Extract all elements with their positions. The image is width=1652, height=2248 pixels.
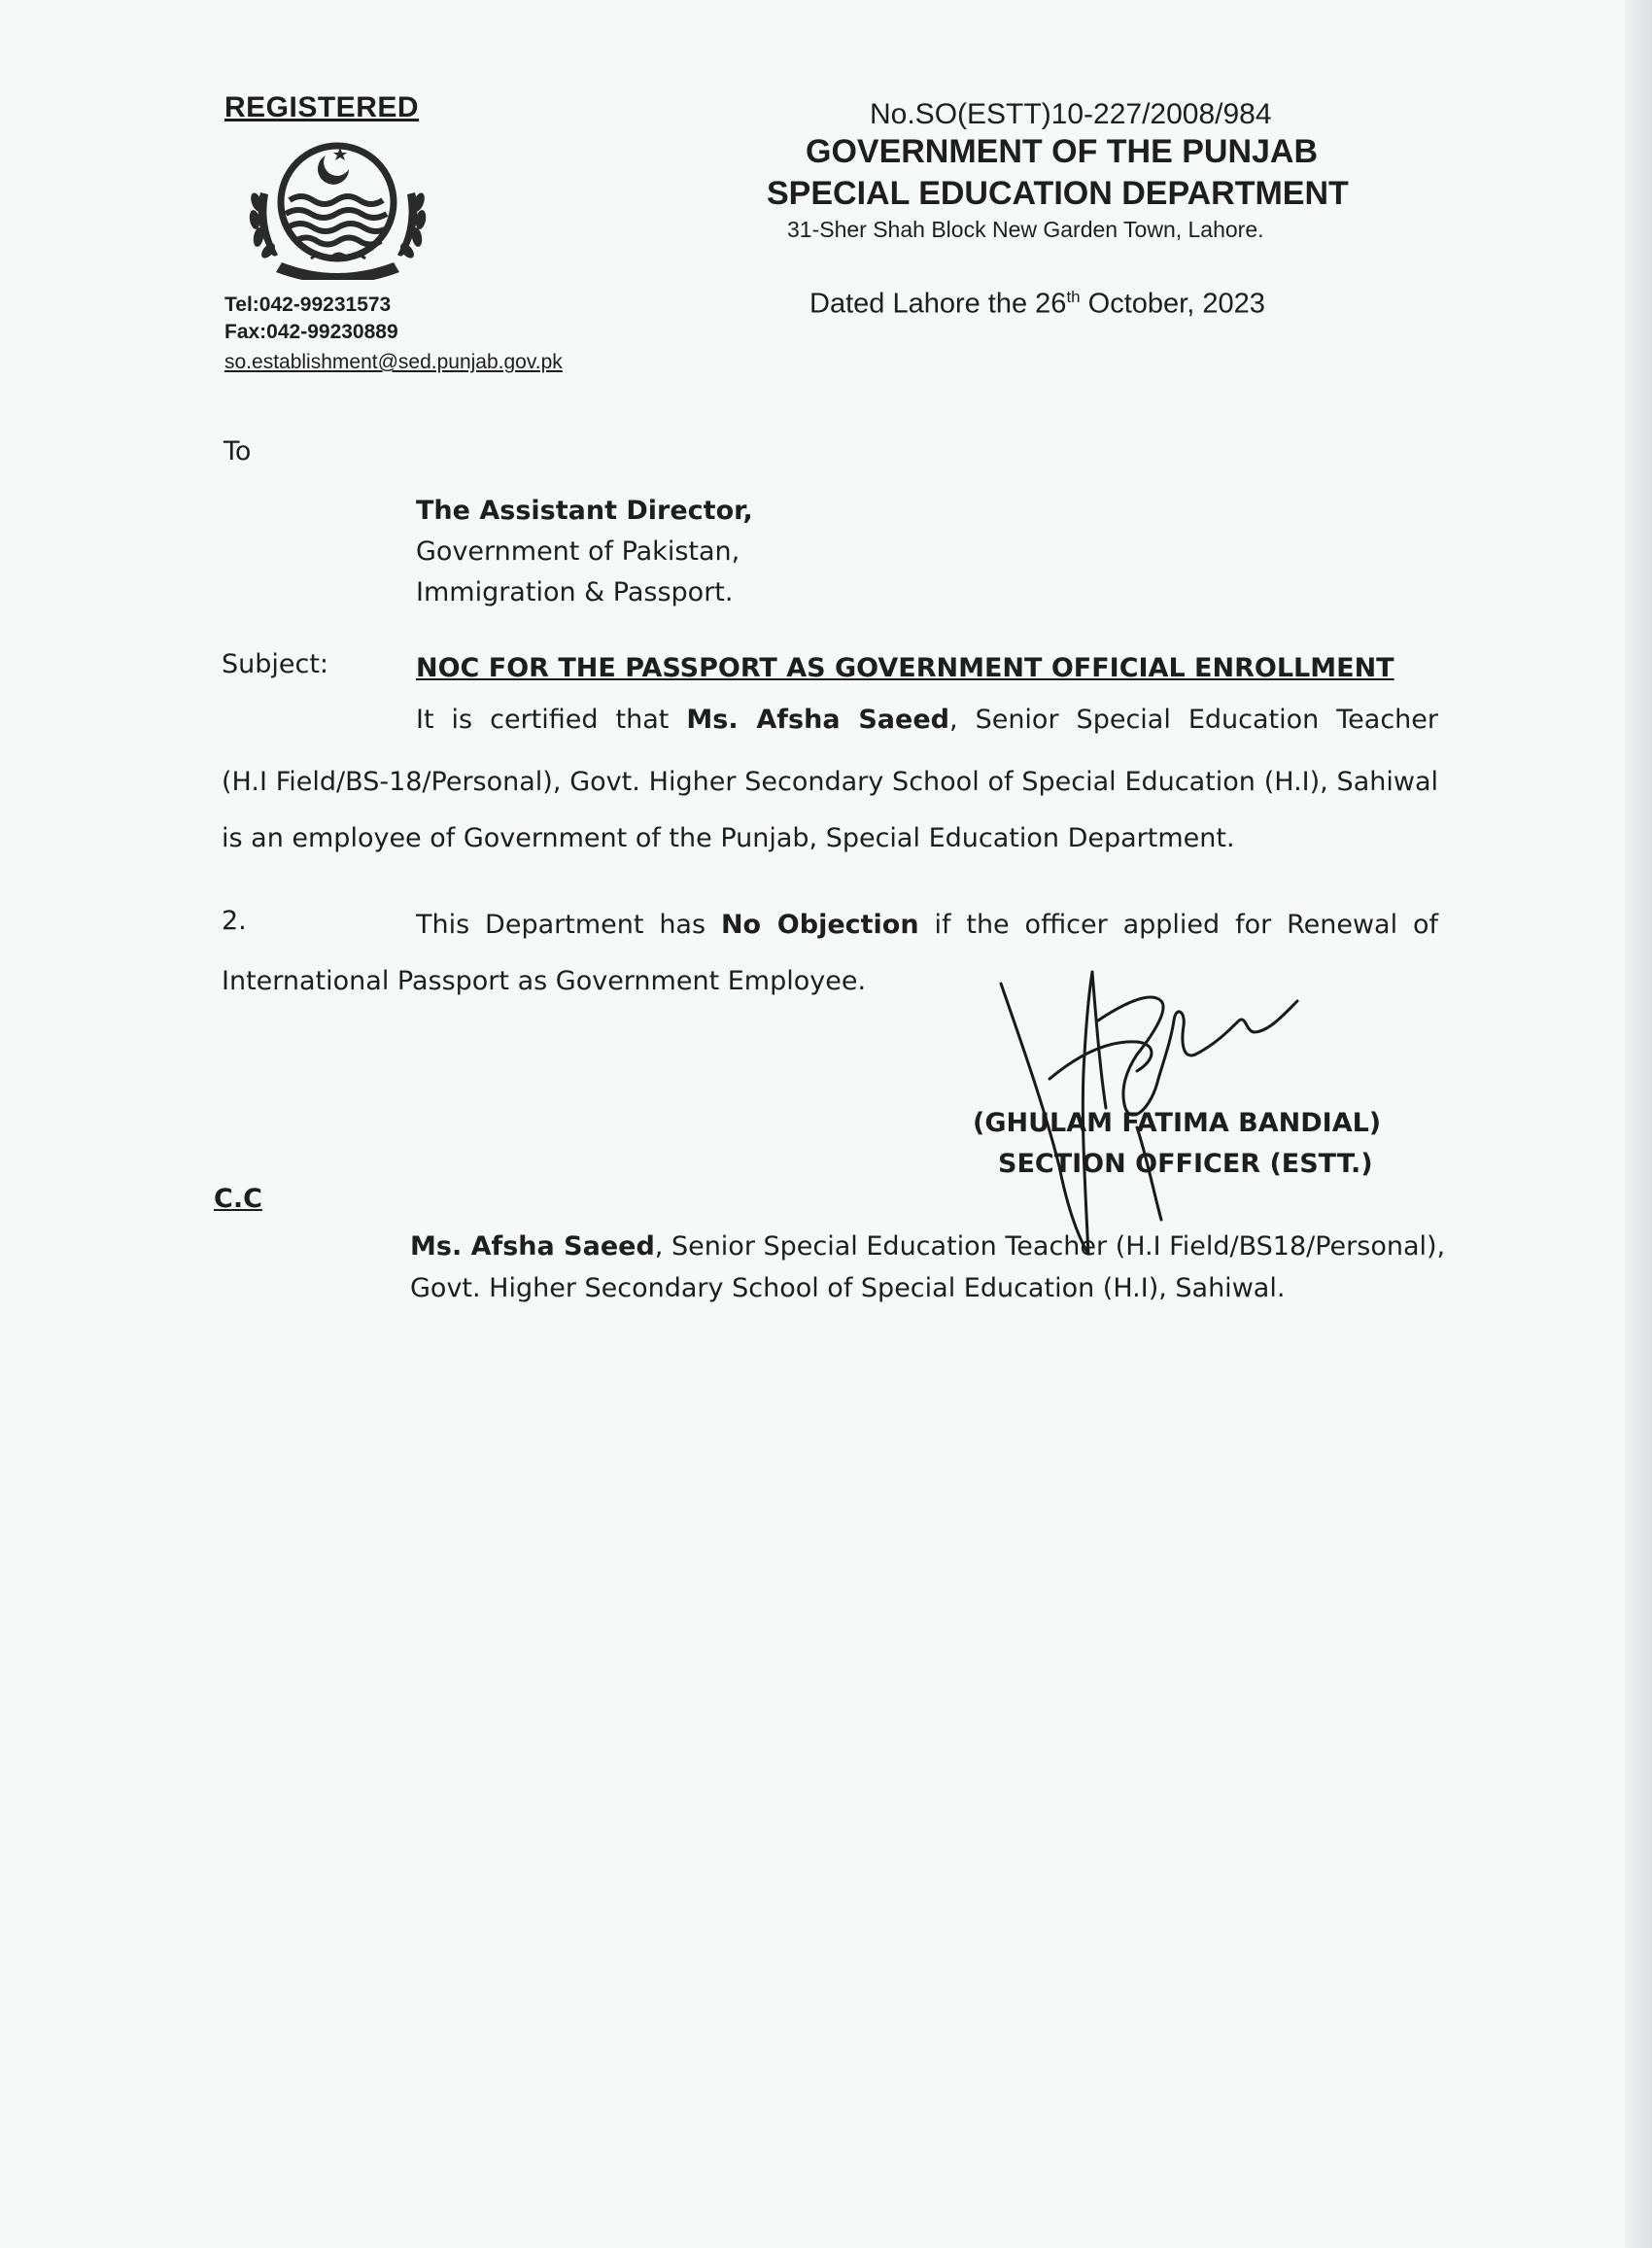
cc-line2: Govt. Higher Secondary School of Special Education (H.I), Sahiwal. [410, 1273, 1286, 1303]
cc-label: C.C [214, 1184, 262, 1214]
paragraph1-line1 [416, 705, 1438, 735]
contact-email-link[interactable]: so.establishment@sed.punjab.gov.pk [224, 351, 563, 373]
recipient-department: Immigration & Passport. [416, 577, 734, 607]
cc-line1-rest: , Senior Special Education Teacher (H.I Field/BS18/Personal), [654, 1231, 1446, 1262]
reference-number: No.SO(ESTT)10-227/2008/984 [870, 98, 1272, 130]
paragraph1-line3: is an employee of Government of the Punjab, Special Education Department. [222, 823, 1235, 853]
paragraph2-bold: No Objection [720, 910, 919, 940]
paragraph2-pre: This Department has [416, 910, 721, 940]
department-address: 31-Sher Shah Block New Garden Town, Lahore. [787, 217, 1264, 242]
paragraph1-line2: (H.I Field/BS-18/Personal), Govt. Higher Secondary School of Special Education (H.I), Sahiwal [222, 767, 1438, 797]
dated-superscript: th [1066, 288, 1081, 306]
paragraph2-line2: International Passport as Government Employee. [222, 966, 867, 996]
registered-label: REGISTERED [224, 91, 420, 123]
paragraph2-number: 2. [222, 906, 247, 936]
paragraph1-post: , Senior Special Education Teacher [948, 705, 1438, 735]
subject-text: NOC FOR THE PASSPORT AS GOVERNMENT OFFICIAL ENROLLMENT [416, 653, 1394, 683]
punjab-government-emblem-icon [243, 134, 432, 280]
paragraph1-name: Ms. Afsha Saeed [686, 705, 949, 735]
dated-suffix: October, 2023 [1080, 288, 1265, 320]
to-label: To [224, 436, 252, 467]
signatory-title: SECTION OFFICER (ESTT.) [998, 1149, 1373, 1179]
page-edge-shadow [1625, 0, 1652, 2248]
government-title: GOVERNMENT OF THE PUNJAB [806, 133, 1319, 170]
handwritten-signature-icon [991, 962, 1312, 1263]
recipient-title: The Assistant Director, [416, 496, 753, 526]
recipient-organization: Government of Pakistan, [416, 536, 740, 567]
department-title: SPECIAL EDUCATION DEPARTMENT [767, 175, 1349, 212]
dated-prefix: Dated Lahore the 26 [809, 288, 1067, 320]
paragraph2-line1 [416, 910, 1438, 940]
contact-telephone: Tel:042-99231573 [224, 294, 392, 316]
cc-line1 [410, 1231, 1445, 1262]
paragraph1-pre: It is certified that [416, 705, 687, 735]
paragraph2-post: if the officer applied for Renewal of [918, 910, 1438, 940]
cc-name: Ms. Afsha Saeed [410, 1231, 655, 1262]
subject-label: Subject: [222, 649, 329, 679]
dated-line [809, 288, 1265, 321]
signatory-name: (GHULAM FATIMA BANDIAL) [973, 1108, 1382, 1138]
contact-fax: Fax:042-99230889 [224, 321, 398, 343]
